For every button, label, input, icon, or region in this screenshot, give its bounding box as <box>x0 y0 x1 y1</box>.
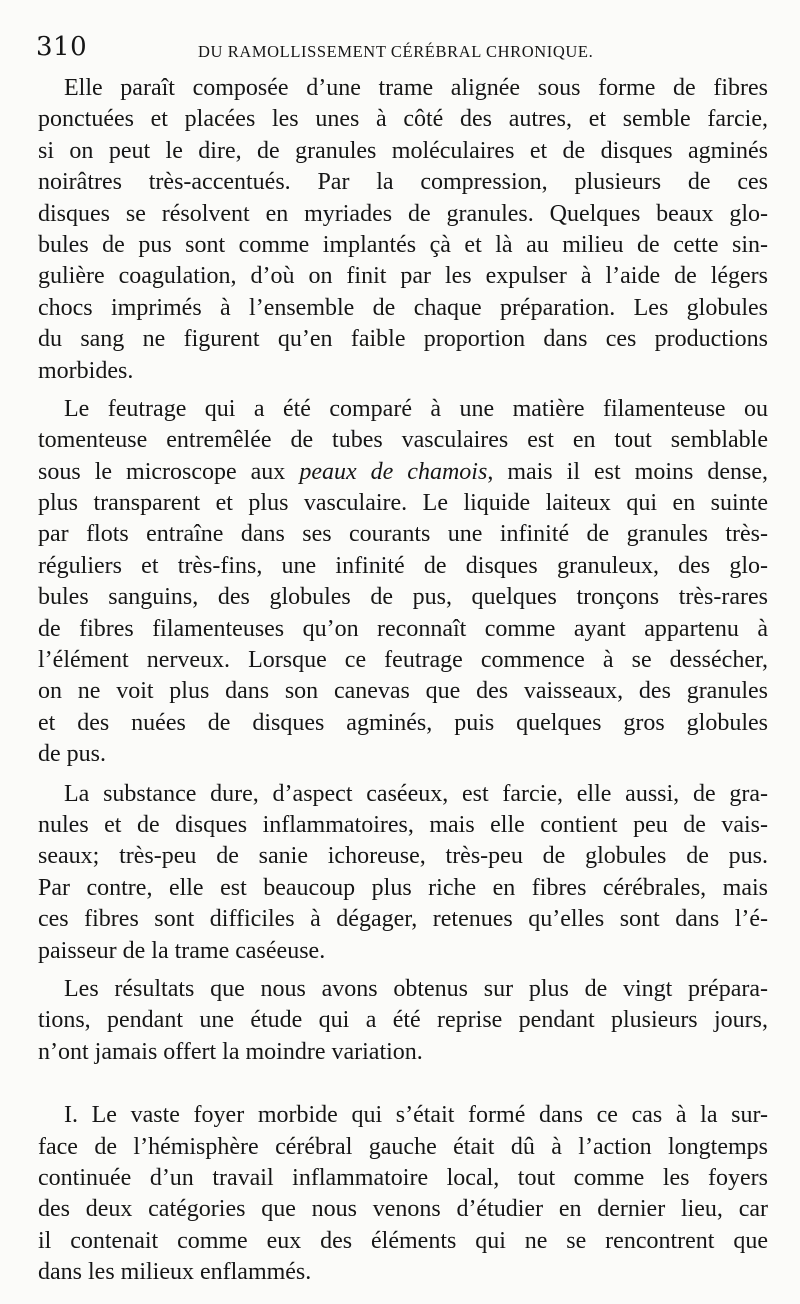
text-line: si on peut le dire, de granules moléculaires et de disques agminés <box>38 137 768 164</box>
italic-term: peaux de chamois <box>299 458 488 485</box>
text-line: réguliers et très-fins, une infinité de disques granuleux, des glo- <box>38 552 768 579</box>
text-line: de pus. <box>38 741 106 768</box>
running-title: DU RAMOLLISSEMENT CÉRÉBRAL CHRONIQUE. <box>198 42 594 61</box>
text-line: I. Le vaste foyer morbide qui s’était formé dans ce cas à la sur- <box>64 1102 768 1129</box>
text-line: de fibres filamenteuses qu’on reconnaît comme ayant appartenu à <box>38 615 768 642</box>
text-line: plus transparent et plus vasculaire. Le liquide laiteux qui en suinte <box>38 490 768 517</box>
text-line: chocs imprimés à l’ensemble de chaque préparation. Les globules <box>38 294 768 321</box>
text-line: noirâtres très-accentués. Par la compression, plusieurs de ces <box>38 169 768 196</box>
text-line: La substance dure, d’aspect caséeux, est farcie, elle aussi, de gra- <box>64 780 768 807</box>
text-line: morbides. <box>38 357 134 384</box>
text-line: gulière coagulation, d’où on finit par les expulser à l’aide de légers <box>38 263 768 290</box>
text-line: bules sanguins, des globules de pus, quelques tronçons très-rares <box>38 584 768 611</box>
text-line-start: sous le microscope aux <box>38 458 286 485</box>
text-line: on ne voit plus dans son canevas que des vaisseaux, des granules <box>38 678 768 705</box>
text-line: Elle paraît composée d’une trame alignée sous forme de fibres <box>64 75 768 101</box>
text-line: paisseur de la trame caséeuse. <box>38 937 326 964</box>
text-line: Par contre, elle est beaucoup plus riche en fibres cérébrales, mais <box>38 874 768 901</box>
text-line: continuée d’un travail inflammatoire local, tout comme les foyers <box>38 1164 768 1191</box>
text-line: nules et de disques inflammatoires, mais elle contient peu de vais- <box>38 811 768 838</box>
paragraph <box>38 73 768 387</box>
text-line: seaux; très-peu de sanie ichoreuse, très-peu de globules de pus. <box>38 843 768 870</box>
text-line: tomenteuse entremêlée de tubes vasculaires est en tout semblable <box>38 427 768 454</box>
text-line: Le feutrage qui a été comparé à une matière filamenteuse ou <box>64 395 768 422</box>
running-head <box>36 32 776 64</box>
paragraph <box>38 779 768 967</box>
text-line: ponctuées et placées les unes à côté des autres, et semble farcie, <box>38 106 768 133</box>
text-line: n’ont jamais offert la moindre variation. <box>38 1038 423 1065</box>
text-line: disques se résolvent en myriades de granules. Quelques beaux glo- <box>38 200 768 227</box>
text-line: par flots entraîne dans ses courants une infinité de granules très- <box>38 521 768 548</box>
text-line: l’élément nerveux. Lorsque ce feutrage commence à se dessécher, <box>38 647 768 674</box>
text-line: Les résultats que nous avons obtenus sur plus de vingt prépara- <box>64 975 768 1002</box>
body-text <box>38 73 768 1288</box>
text-line: ces fibres sont difficiles à dégager, retenues qu’elles sont dans l’é- <box>38 906 768 933</box>
paragraph <box>38 974 768 1068</box>
text-line: dans les milieux enflammés. <box>38 1259 312 1286</box>
text-line: face de l’hémisphère cérébral gauche était dû à l’action longtemps <box>38 1133 768 1160</box>
text-line: il contenait comme eux des éléments qui ne se rencontrent que <box>38 1227 768 1254</box>
text-line <box>38 457 768 488</box>
text-line: du sang ne figurent qu’en faible proportion dans ces productions <box>38 326 768 353</box>
text-line: tions, pendant une étude qui a été reprise pendant plusieurs jours, <box>38 1007 768 1034</box>
paragraph <box>38 1100 768 1288</box>
text-line: bules de pus sont comme implantés çà et là au milieu de cette sin- <box>38 231 768 258</box>
text-line: et des nuées de disques agminés, puis quelques gros globules <box>38 709 768 736</box>
paragraph <box>38 394 768 771</box>
text-line-end: , mais il est moins dense, <box>487 458 769 485</box>
text-line: des deux catégories que nous venons d’étudier en dernier lieu, car <box>38 1196 768 1223</box>
page-number: 310 <box>36 32 88 62</box>
